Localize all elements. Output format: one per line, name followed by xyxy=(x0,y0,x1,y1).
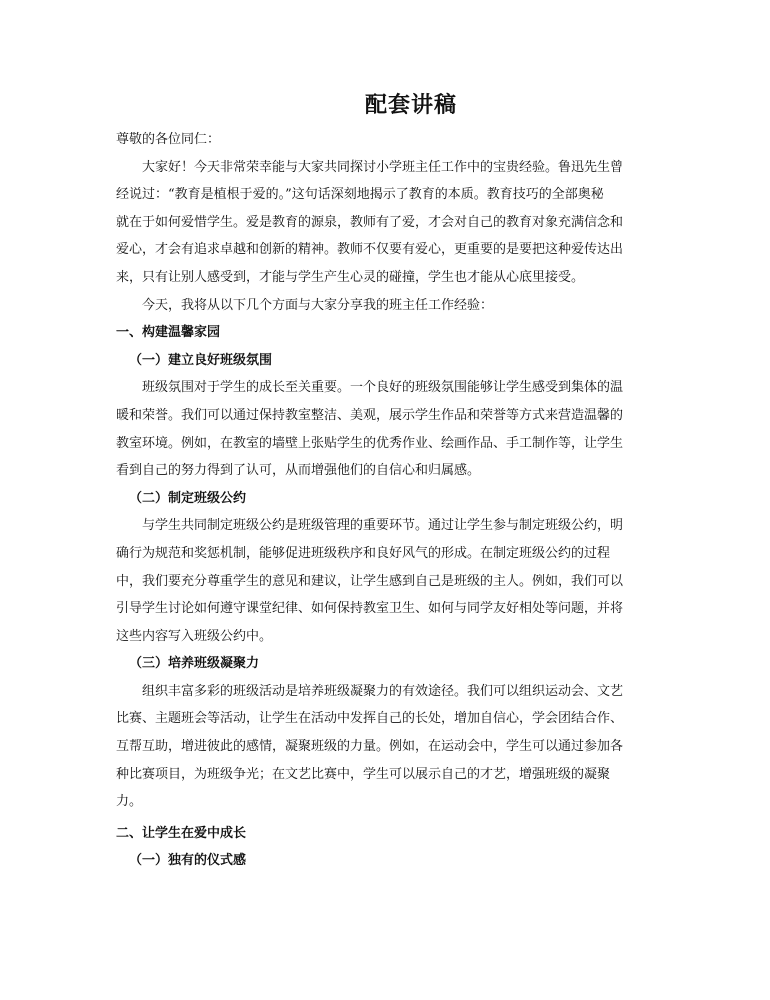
subsection-heading: （一）独有的仪式感 xyxy=(129,853,247,869)
paragraph-line: 经说过：“教育是植根于爱的。”这句话深刻地揭示了教育的本质。教育技巧的全部奥秘 xyxy=(116,187,604,203)
paragraph-line: 种比赛项目，为班级争光；在文艺比赛中，学生可以展示自己的才艺，增强班级的凝聚 xyxy=(116,766,611,782)
subsection-heading: （二）制定班级公约 xyxy=(129,490,247,506)
paragraph-line: 教室环境。例如，在教室的墙壁上张贴学生的优秀作业、绘画作品、手工制作等，让学生 xyxy=(116,435,624,451)
paragraph-line: 比赛、主题班会等活动，让学生在活动中发挥自己的长处，增加自信心，学会团结合作、 xyxy=(116,711,624,727)
subsection-heading: （一）建立良好班级氛围 xyxy=(129,352,273,368)
paragraph-line: 班级氛围对于学生的成长至关重要。一个良好的班级氛围能够让学生感受到集体的温 xyxy=(142,380,624,396)
paragraph-line: 与学生共同制定班级公约是班级管理的重要环节。通过让学生参与制定班级公约，明 xyxy=(142,518,624,534)
subsection-heading: （三）培养班级凝聚力 xyxy=(129,656,260,672)
section-heading: 二、让学生在爱中成长 xyxy=(116,825,247,841)
paragraph-line: 今天，我将从以下几个方面与大家分享我的班主任工作经验： xyxy=(142,297,494,313)
paragraph-line: 力。 xyxy=(116,794,143,810)
paragraph-line: 互帮互助，增进彼此的感情，凝聚班级的力量。例如，在运动会中，学生可以通过参加各 xyxy=(116,739,624,755)
paragraph-line: 引导学生讨论如何遵守课堂纪律、如何保持教室卫生、如何与同学友好相处等问题，并将 xyxy=(116,601,624,617)
section-heading: 一、构建温馨家园 xyxy=(116,325,221,341)
page-title: 配套讲稿 xyxy=(364,92,457,118)
paragraph-line: 爱心，才会有追求卓越和创新的精神。教师不仅要有爱心，更重要的是要把这种爱传达出 xyxy=(116,242,624,258)
paragraph-line: 看到自己的努力得到了认可，从而增强他们的自信心和归属感。 xyxy=(116,463,481,479)
paragraph-line: 中，我们要充分尊重学生的意见和建议，让学生感到自己是班级的主人。例如，我们可以 xyxy=(116,573,624,589)
paragraph-line: 暖和荣誉。我们可以通过保持教室整洁、美观，展示学生作品和荣誉等方式来营造温馨的 xyxy=(116,407,624,423)
salutation: 尊敬的各位同仁： xyxy=(116,132,221,147)
paragraph-line: 就在于如何爱惜学生。爱是教育的源泉，教师有了爱，才会对自己的教育对象充满信念和 xyxy=(116,214,624,230)
paragraph-line: 大家好！今天非常荣幸能与大家共同探讨小学班主任工作中的宝贵经验。鲁迅先生曾 xyxy=(142,159,624,175)
paragraph-line: 组织丰富多彩的班级活动是培养班级凝聚力的有效途径。我们可以组织运动会、文艺 xyxy=(142,683,624,699)
paragraph-line: 这些内容写入班级公约中。 xyxy=(116,628,273,644)
document-body xyxy=(116,126,656,875)
paragraph-line: 确行为规范和奖惩机制，能够促进班级秩序和良好风气的形成。在制定班级公约的过程 xyxy=(116,545,611,561)
paragraph-line: 来，只有让别人感受到，才能与学生产生心灵的碰撞，学生也才能从心底里接受。 xyxy=(116,269,585,285)
